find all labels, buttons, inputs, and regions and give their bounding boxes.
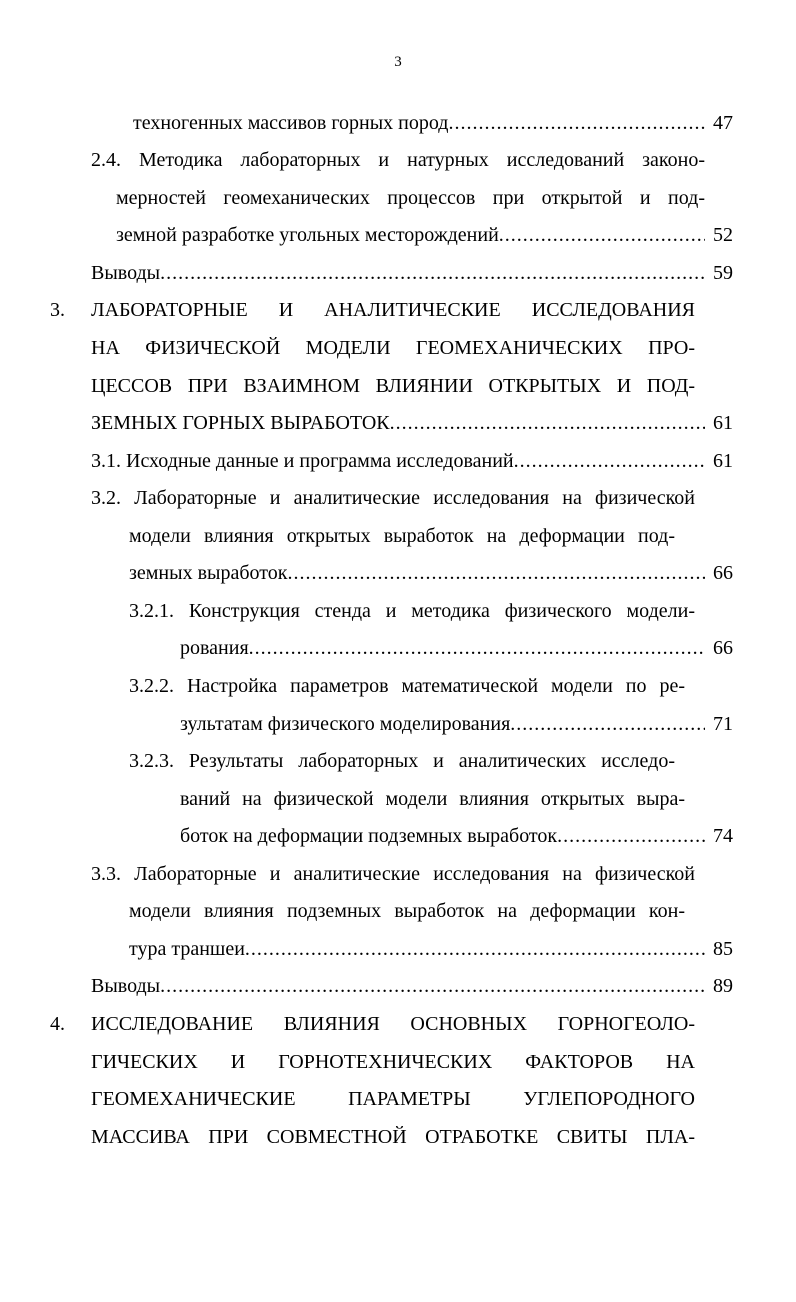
dot-leader — [245, 936, 705, 962]
chapter-title-line: ЦЕССОВ ПРИ ВЗАИМНОМ ВЛИЯНИИ ОТКРЫТЫХ И ПОД- — [91, 375, 695, 397]
toc-page-number: 66 — [713, 562, 733, 584]
toc-entry — [180, 635, 705, 661]
toc-entry-text: техногенных массивов горных пород — [133, 112, 449, 134]
toc-page-number: 71 — [713, 713, 733, 735]
toc-page-number: 61 — [713, 450, 733, 472]
dot-leader — [448, 110, 705, 136]
dot-leader — [514, 448, 705, 474]
toc-page-number: 47 — [713, 112, 733, 134]
toc-entry-text: рования — [180, 637, 249, 659]
toc-entry — [129, 560, 705, 586]
chapter-number: 4. — [50, 1013, 65, 1035]
toc-entry — [116, 222, 705, 248]
dot-leader — [287, 560, 705, 586]
toc-page-number: 61 — [713, 412, 733, 434]
toc-page-number: 59 — [713, 262, 733, 284]
toc-entry — [91, 973, 705, 999]
chapter-title-line: ИССЛЕДОВАНИЕ ВЛИЯНИЯ ОСНОВНЫХ ГОРНОГЕОЛО- — [91, 1013, 695, 1035]
toc-page-number: 85 — [713, 938, 733, 960]
toc-entry — [133, 110, 705, 136]
dot-leader — [390, 410, 705, 436]
toc-page-number: 89 — [713, 975, 733, 997]
toc-entry — [91, 448, 705, 474]
toc-entry: 3.3. Лабораторные и аналитические исследования на физической — [91, 863, 695, 885]
toc-entry — [180, 823, 705, 849]
chapter-title-line: МАССИВА ПРИ СОВМЕСТНОЙ ОТРАБОТКЕ СВИТЫ ПЛА- — [91, 1126, 695, 1148]
dot-leader — [499, 222, 705, 248]
toc-page-number: 66 — [713, 637, 733, 659]
chapter-title-line: ЛАБОРАТОРНЫЕ И АНАЛИТИЧЕСКИЕ ИССЛЕДОВАНИЯ — [91, 299, 695, 321]
toc-page-number: 52 — [713, 224, 733, 246]
chapter-title-line: НА ФИЗИЧЕСКОЙ МОДЕЛИ ГЕОМЕХАНИЧЕСКИХ ПРО- — [91, 337, 695, 359]
toc-page-number: 74 — [713, 825, 733, 847]
toc-entry-text: зультатам физического моделирования — [180, 713, 511, 735]
toc-entry-text: 3.1. Исходные данные и программа исследований — [91, 450, 514, 472]
dot-leader — [160, 260, 705, 286]
toc-entry: 3.2. Лабораторные и аналитические исследования на физической — [91, 487, 695, 509]
chapter-title-line: ГЕОМЕХАНИЧЕСКИЕ ПАРАМЕТРЫ УГЛЕПОРОДНОГО — [91, 1088, 695, 1110]
toc-entry — [180, 711, 705, 737]
dot-leader — [249, 635, 705, 661]
toc-entry: 3.2.2. Настройка параметров математической модели по ре- — [129, 675, 685, 697]
toc-entry: мерностей геомеханических процессов при открытой и под- — [116, 187, 705, 209]
toc-entry-text: боток на деформации подземных выработок — [180, 825, 558, 847]
toc-entry — [129, 936, 705, 962]
dot-leader — [557, 823, 705, 849]
toc-entry: 2.4. Методика лабораторных и натурных исследований законо- — [91, 149, 705, 171]
chapter-title-line: ГИЧЕСКИХ И ГОРНОТЕХНИЧЕСКИХ ФАКТОРОВ НА — [91, 1051, 695, 1073]
page-number: 3 — [394, 54, 402, 70]
toc-entry-text: Выводы — [91, 262, 161, 284]
toc-entry: ваний на физической модели влияния открытых выра- — [180, 788, 685, 810]
toc-entry — [91, 410, 705, 436]
toc-entry-text: ЗЕМНЫХ ГОРНЫХ ВЫРАБОТОК — [91, 412, 390, 434]
toc-entry-text: земных выработок — [129, 562, 288, 584]
toc-entry-text: земной разработке угольных месторождений — [116, 224, 499, 246]
toc-entry: модели влияния подземных выработок на деформации кон- — [129, 900, 685, 922]
dot-leader — [160, 973, 705, 999]
toc-entry: 3.2.3. Результаты лабораторных и аналитических исследо- — [129, 750, 675, 772]
dot-leader — [510, 711, 705, 737]
toc-entry — [91, 260, 705, 286]
toc-entry: 3.2.1. Конструкция стенда и методика физического модели- — [129, 600, 695, 622]
toc-entry-text: тура траншеи — [129, 938, 245, 960]
chapter-number: 3. — [50, 299, 65, 321]
toc-entry: модели влияния открытых выработок на деформации под- — [129, 525, 675, 547]
toc-entry-text: Выводы — [91, 975, 161, 997]
